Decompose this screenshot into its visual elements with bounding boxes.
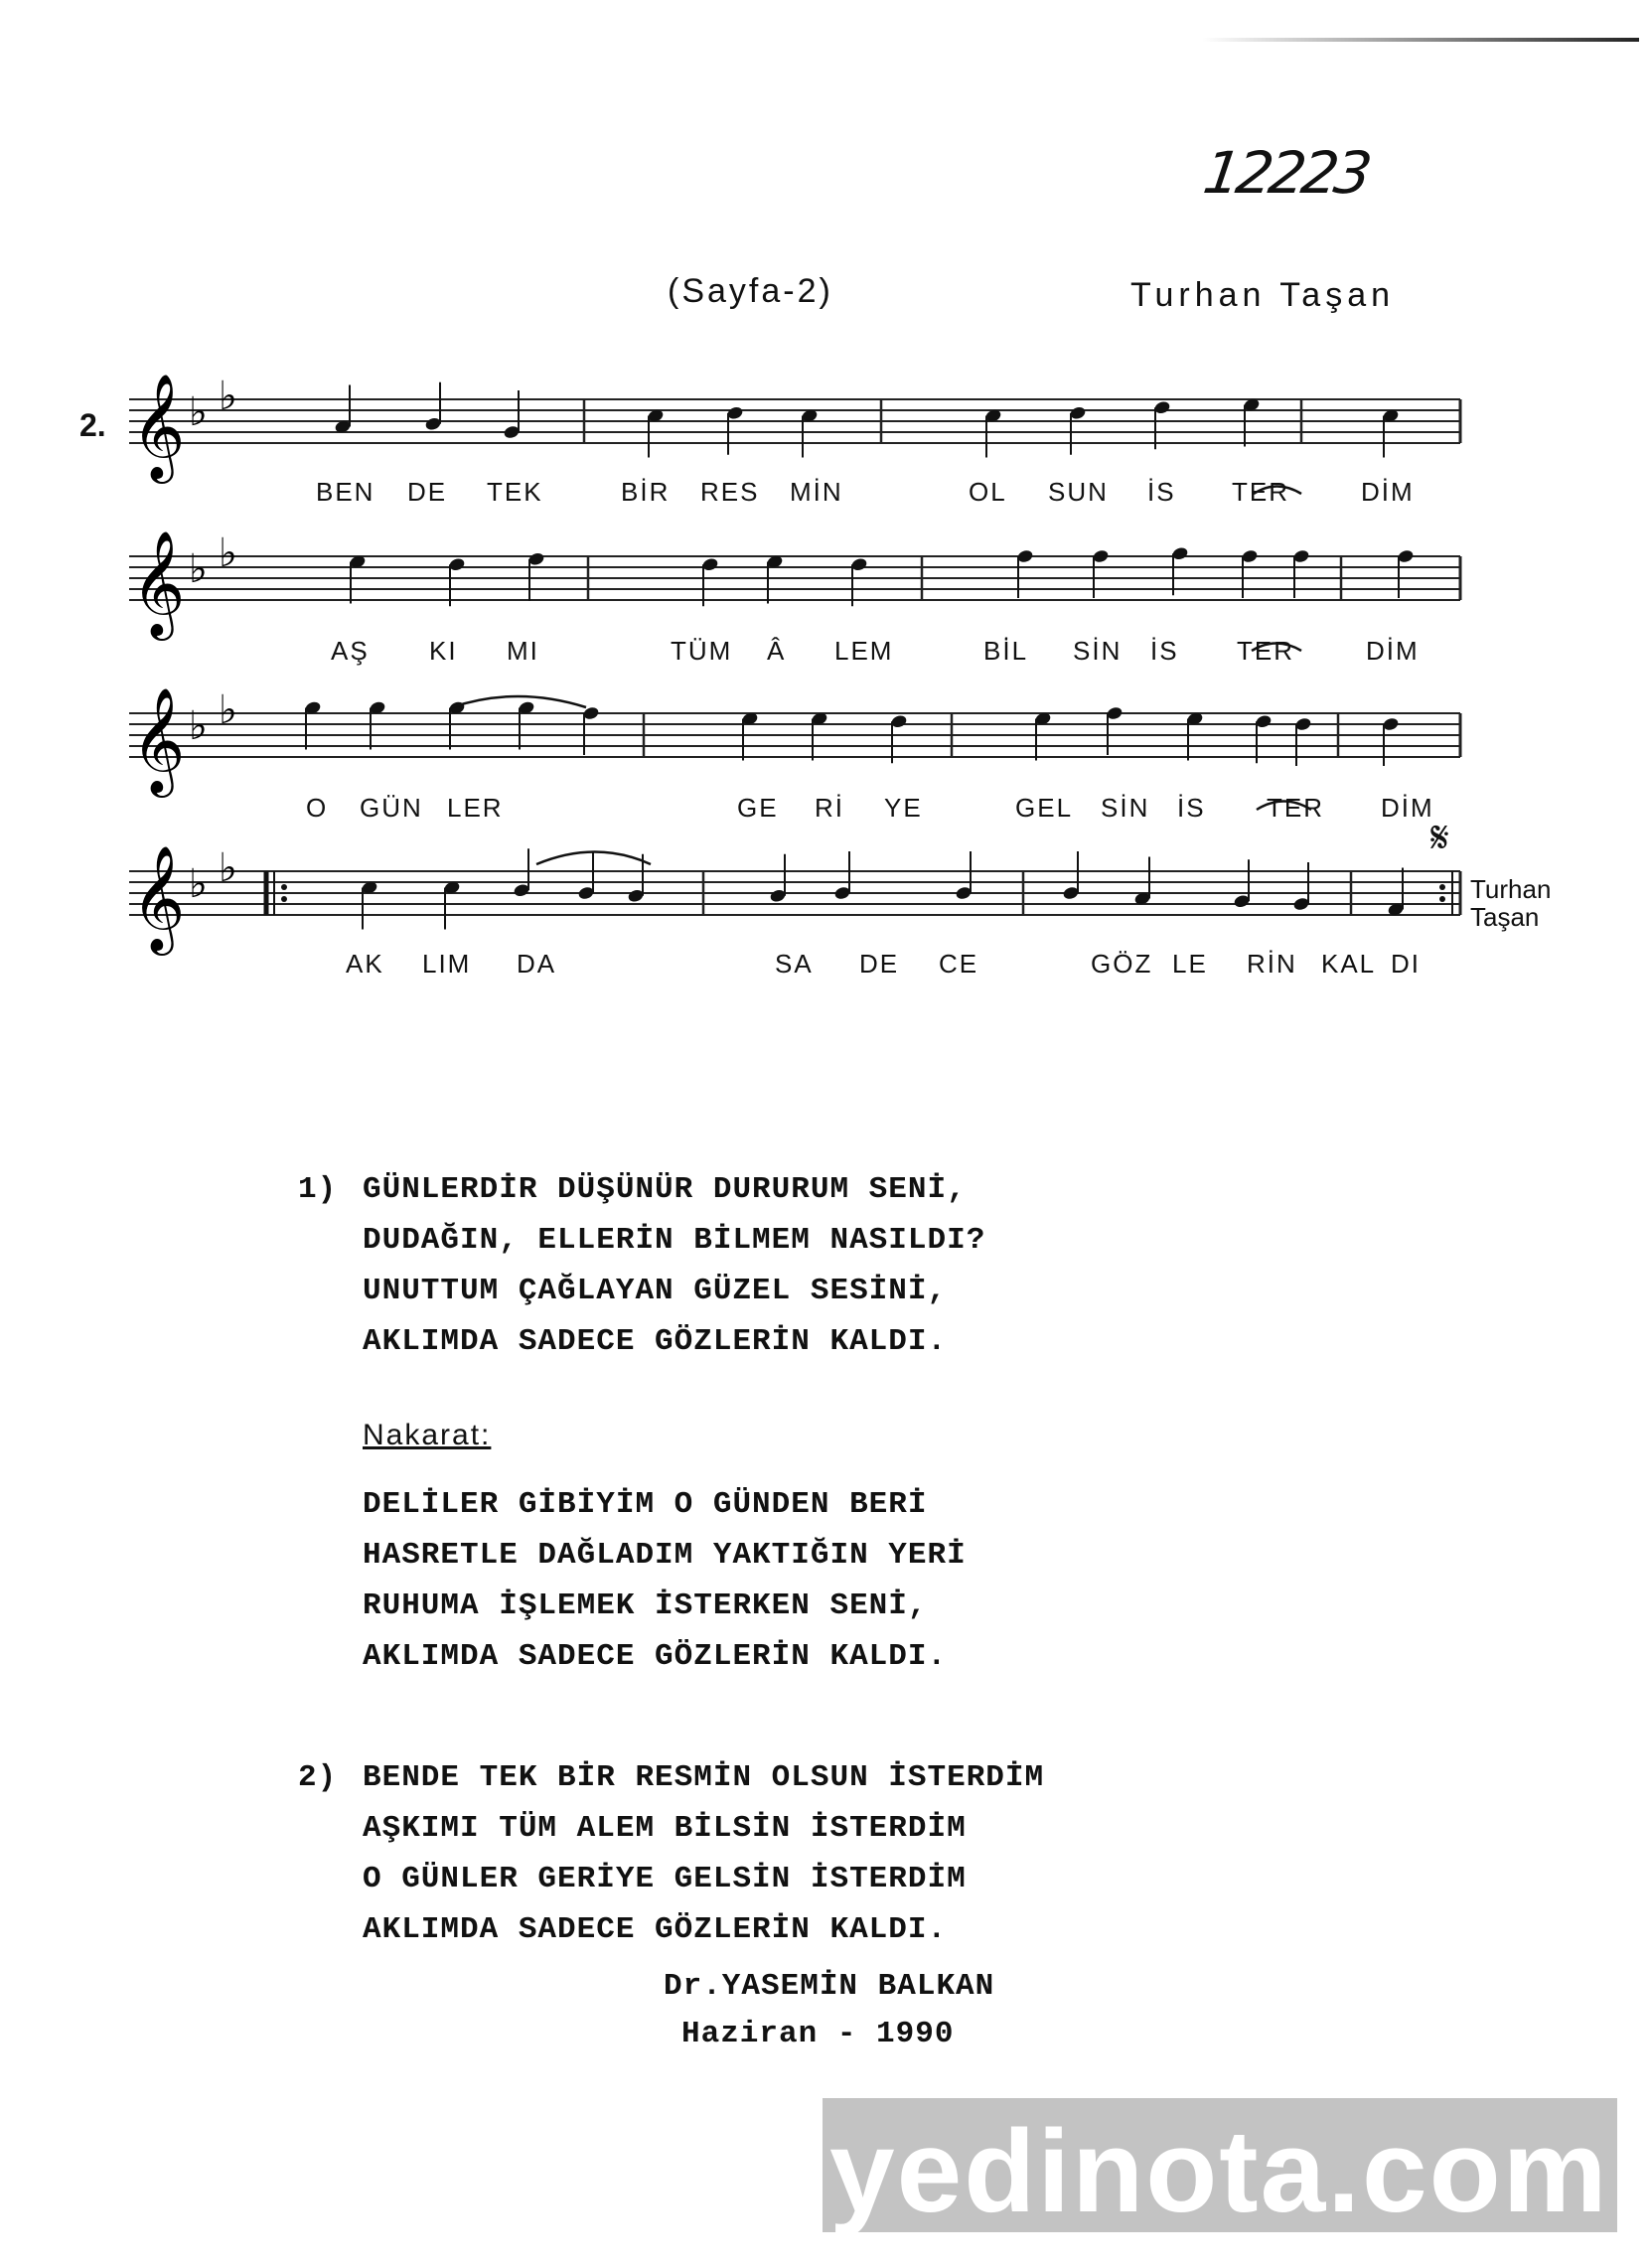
- composer-name: Turhan Taşan: [1130, 276, 1396, 314]
- lyric-syllable: İS: [1177, 793, 1206, 823]
- repeat-dot: [1439, 896, 1445, 902]
- lyric-syllable: AK: [346, 949, 384, 979]
- repeat-dot: [1439, 884, 1445, 890]
- flat-icon: ♭: [219, 845, 237, 891]
- repeat-dot: [281, 896, 287, 902]
- lyric-syllable: KI: [429, 636, 458, 666]
- verse-1-line-2: DUDAĞIN, ELLERİN BİLMEM NASILDI?: [363, 1223, 986, 1258]
- end-composer-last: Taşan: [1470, 902, 1540, 932]
- lyric-syllable: TER: [1267, 793, 1324, 823]
- lyric-syllable: TER: [1232, 477, 1289, 507]
- verse-2-number: 2): [298, 1760, 338, 1795]
- watermark-text: yedinota.com: [829, 2106, 1609, 2237]
- lyric-syllable: GÖZ: [1091, 949, 1153, 979]
- lyric-syllable: O: [306, 793, 329, 823]
- lyric-syllable: SİN: [1073, 636, 1123, 666]
- lyric-syllable: DE: [859, 949, 900, 979]
- lyric-syllable: DI: [1391, 949, 1421, 979]
- flat-icon: ♭: [189, 546, 208, 592]
- verse-1-line-4: AKLIMDA SADECE GÖZLERİN KALDI.: [363, 1324, 948, 1359]
- lyric-syllable: DA: [517, 949, 557, 979]
- lyric-syllable: OL: [969, 477, 1007, 507]
- lyric-syllable: Â: [767, 636, 787, 666]
- treble-clef-icon: 𝄞: [131, 373, 186, 479]
- verse-2-line-4: AKLIMDA SADECE GÖZLERİN KALDI.: [363, 1912, 948, 1947]
- flat-icon: ♭: [219, 374, 237, 419]
- signature-date: Haziran - 1990: [681, 2017, 955, 2051]
- chorus-title: Nakarat:: [363, 1419, 492, 1451]
- verse-2-line-1: BENDE TEK BİR RESMİN OLSUN İSTERDİM: [363, 1760, 1045, 1795]
- treble-clef-icon: 𝄞: [131, 529, 186, 636]
- lyric-syllable: SA: [775, 949, 814, 979]
- lyric-syllable: SİN: [1101, 793, 1150, 823]
- segno-mark: 𝄋: [1430, 813, 1449, 863]
- flat-icon: ♭: [219, 530, 237, 576]
- verse-2-line-3: O GÜNLER GERİYE GELSİN İSTERDİM: [363, 1862, 967, 1896]
- flat-icon: ♭: [189, 861, 208, 907]
- verse-1-line-1: GÜNLERDİR DÜŞÜNÜR DURURUM SENİ,: [363, 1172, 967, 1207]
- lyric-syllable: AŞ: [331, 636, 370, 666]
- signature-author: Dr.YASEMİN BALKAN: [664, 1969, 995, 2004]
- lyric-syllable: GE: [737, 793, 779, 823]
- chorus-line-2: HASRETLE DAĞLADIM YAKTIĞIN YERİ: [363, 1538, 967, 1573]
- lyric-syllable: İS: [1147, 477, 1176, 507]
- flat-icon: ♭: [189, 389, 208, 435]
- lyric-syllable: DE: [407, 477, 448, 507]
- lyric-syllable: RİN: [1247, 949, 1297, 979]
- verse-1-line-3: UNUTTUM ÇAĞLAYAN GÜZEL SESİNİ,: [363, 1274, 948, 1308]
- lyric-syllable: LIM: [422, 949, 472, 979]
- lyric-syllable: KAL: [1321, 949, 1377, 979]
- lyric-syllable: Bİ̇L: [983, 636, 1029, 666]
- end-composer-first: Turhan: [1470, 874, 1552, 904]
- lyric-syllable: LER: [447, 793, 504, 823]
- lyric-syllable: RES: [700, 477, 760, 507]
- lyric-syllable: LE: [1172, 949, 1208, 979]
- lyric-syllable: DİM: [1366, 636, 1420, 666]
- lyric-syllable: TEK: [487, 477, 543, 507]
- lyric-syllable: BEN: [316, 477, 375, 507]
- flat-icon: ♭: [189, 703, 208, 749]
- lyric-syllable: SUN: [1048, 477, 1109, 507]
- lyric-syllable: TÜM: [671, 636, 733, 666]
- page-indicator: (Sayfa-2): [668, 272, 833, 310]
- lyric-syllable: İS: [1150, 636, 1179, 666]
- lyric-syllable: DİM: [1361, 477, 1415, 507]
- lyric-syllable: Rİ: [815, 793, 844, 823]
- repeat-dot: [281, 884, 287, 890]
- verse-1-number: 1): [298, 1172, 338, 1207]
- lyric-syllable: GEL: [1015, 793, 1074, 823]
- lyric-syllable: MI: [507, 636, 539, 666]
- treble-clef-icon: 𝄞: [131, 844, 186, 951]
- lyric-syllable: YE: [884, 793, 923, 823]
- flat-icon: ♭: [219, 687, 237, 733]
- chorus-line-4: AKLIMDA SADECE GÖZLERİN KALDI.: [363, 1639, 948, 1674]
- treble-clef-icon: 𝄞: [131, 686, 186, 793]
- verse-2-line-2: AŞKIMI TÜM ALEM BİLSİN İSTERDİM: [363, 1811, 967, 1846]
- staff-number: 2.: [79, 407, 106, 443]
- lyric-syllable: CE: [939, 949, 979, 979]
- lyric-syllable: GÜN: [360, 793, 423, 823]
- chorus-line-3: RUHUMA İŞLEMEK İSTERKEN SENİ,: [363, 1588, 928, 1623]
- lyric-syllable: BİR: [621, 477, 671, 507]
- lyric-syllable: TER: [1237, 636, 1294, 666]
- lyric-syllable: MİN: [790, 477, 843, 507]
- slur: [452, 696, 586, 707]
- lyric-syllable: LEM: [834, 636, 894, 666]
- catalog-number: 12223: [1199, 139, 1373, 207]
- lyric-syllable: DİM: [1381, 793, 1434, 823]
- chorus-line-1: DELİLER GİBİYİM O GÜNDEN BERİ: [363, 1487, 928, 1522]
